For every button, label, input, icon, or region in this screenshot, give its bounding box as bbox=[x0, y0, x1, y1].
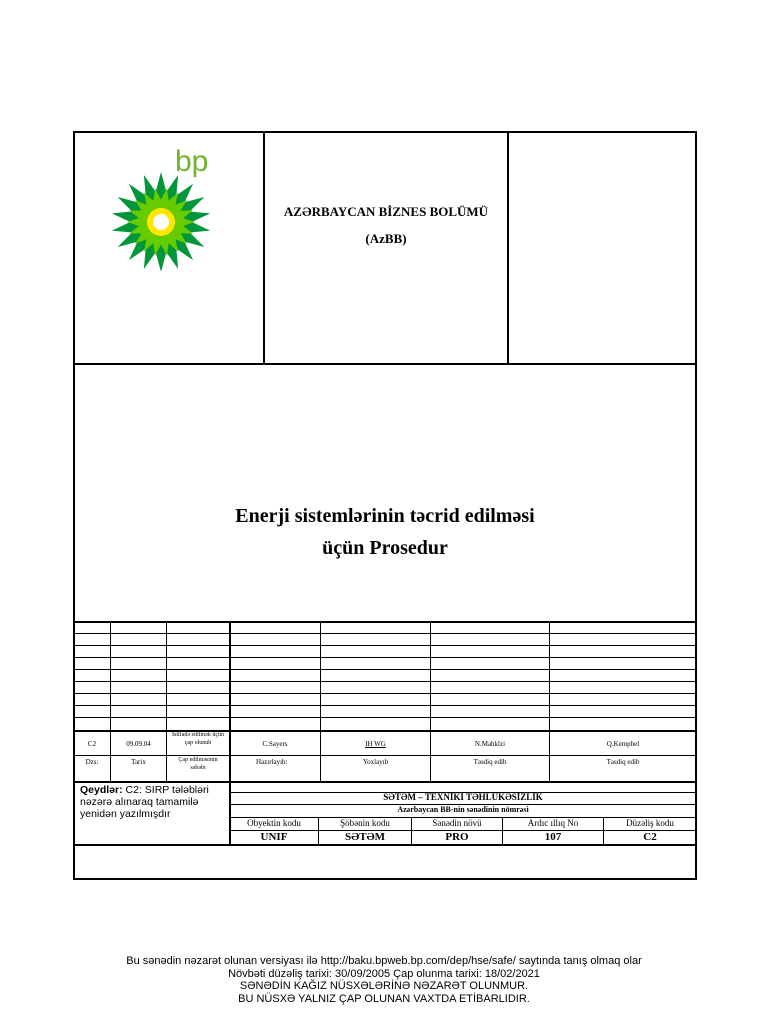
company-name-line2: (AzBB) bbox=[365, 231, 407, 246]
revision-row-line bbox=[74, 633, 696, 634]
codes-value-revision: C2 bbox=[643, 831, 657, 843]
codes-value-department: SƏTƏM bbox=[344, 831, 386, 843]
revision-checked-by: IH WG bbox=[365, 740, 386, 748]
revision-col-line bbox=[166, 622, 167, 782]
document-title-line1: Enerji sistemlərinin təcrid edilməsi bbox=[235, 505, 535, 527]
codes-bottom-rule bbox=[74, 844, 696, 846]
revision-row-line bbox=[74, 705, 696, 706]
revision-header-rev: Dzs: bbox=[85, 758, 99, 766]
document-title bbox=[75, 500, 695, 564]
bp-helios-icon bbox=[103, 141, 223, 271]
header-divider-2 bbox=[507, 132, 509, 364]
revision-header-approved-by-2: Təsdiq edib bbox=[606, 758, 640, 766]
revision-header-date: Tarix bbox=[131, 758, 146, 766]
codes-header-sequence: Ardıc ıllıq No bbox=[527, 818, 579, 828]
codes-value-sequence: 107 bbox=[544, 831, 562, 843]
company-name-line1: AZƏRBAYCAN BİZNES BOLÜMÜ bbox=[283, 204, 489, 219]
revision-approved-by-2: Q.Kempbel bbox=[606, 740, 640, 748]
revision-header-checked-by: Yoxlayıb bbox=[362, 758, 389, 766]
revision-purpose: İstifadə edilmək üçün çap olunub bbox=[172, 732, 224, 746]
notes-block bbox=[80, 784, 228, 820]
notes-top-rule bbox=[74, 781, 696, 783]
footer-dates: Növbəti düzəliş tarixi: 30/09/2005 Çap olunma tarixi: 18/02/2021 bbox=[228, 968, 540, 980]
revision-date: 09.09.04 bbox=[126, 740, 151, 748]
revision-approved-by: N.Mahklzi bbox=[474, 740, 506, 748]
revision-row-line bbox=[74, 755, 696, 756]
header-bottom-rule bbox=[74, 363, 696, 365]
codes-header-revision: Düzəliş kodu bbox=[626, 818, 674, 828]
document-title-line2: üçün Prosedur bbox=[322, 537, 448, 559]
notes-text: C2: SIRP tələbləri nəzərə alınaraq tamamilə yenidən yazılmışdır bbox=[80, 784, 209, 820]
codes-value-object: UNIF bbox=[260, 831, 288, 843]
revision-header-purpose: Çap edilməsinin səbəbi bbox=[178, 757, 218, 771]
revision-prepared-by: C.Sayers bbox=[262, 740, 288, 748]
revision-row-line bbox=[74, 669, 696, 670]
revision-row-line bbox=[74, 693, 696, 694]
codes-doc-number-label: Azərbaycan BB-nin sənədinin nömrəsi bbox=[397, 805, 529, 814]
bp-logo-text: bp bbox=[175, 145, 209, 178]
revision-row-line bbox=[74, 645, 696, 646]
notes-label: Qeydlər: bbox=[80, 784, 123, 796]
codes-header-object: Obyektin kodu bbox=[247, 818, 301, 828]
revision-row-line bbox=[74, 730, 696, 732]
revision-table-top bbox=[74, 621, 696, 623]
revision-header-prepared-by: Hazırlayıb: bbox=[256, 758, 288, 766]
codes-value-doc-type: PRO bbox=[445, 831, 469, 843]
footer-controlled-version: Bu sənədin nəzarət olunan versiyası ilə http://baku.bpweb.bp.com/dep/hse/safe/ saytında tanış olmaq olar bbox=[126, 955, 642, 967]
codes-header-department: Şöbənin kodu bbox=[340, 818, 390, 828]
revision-row-line bbox=[74, 717, 696, 718]
revision-row-line bbox=[74, 681, 696, 682]
revision-row-line bbox=[74, 657, 696, 658]
bp-logo bbox=[103, 141, 223, 271]
company-name bbox=[265, 198, 507, 252]
codes-header-doc-type: Sənədin növü bbox=[432, 818, 482, 828]
footer-validity-notice: BU NÜSXƏ YALNIZ ÇAP OLUNAN VAXTDA ETİBARLIDIR. bbox=[238, 993, 530, 1005]
revision-rev: C2 bbox=[87, 740, 97, 748]
revision-header-approved-by: Təsdiq edib bbox=[473, 758, 507, 766]
footer-uncontrolled-notice: SƏNƏDİN KAĞIZ NÜSXƏLƏRİNƏ NƏZARƏT OLUNMUR. bbox=[239, 980, 529, 992]
codes-section-title: SƏTƏM – TEXNİKİ TƏHLÜKƏSİZLİK bbox=[383, 792, 543, 802]
